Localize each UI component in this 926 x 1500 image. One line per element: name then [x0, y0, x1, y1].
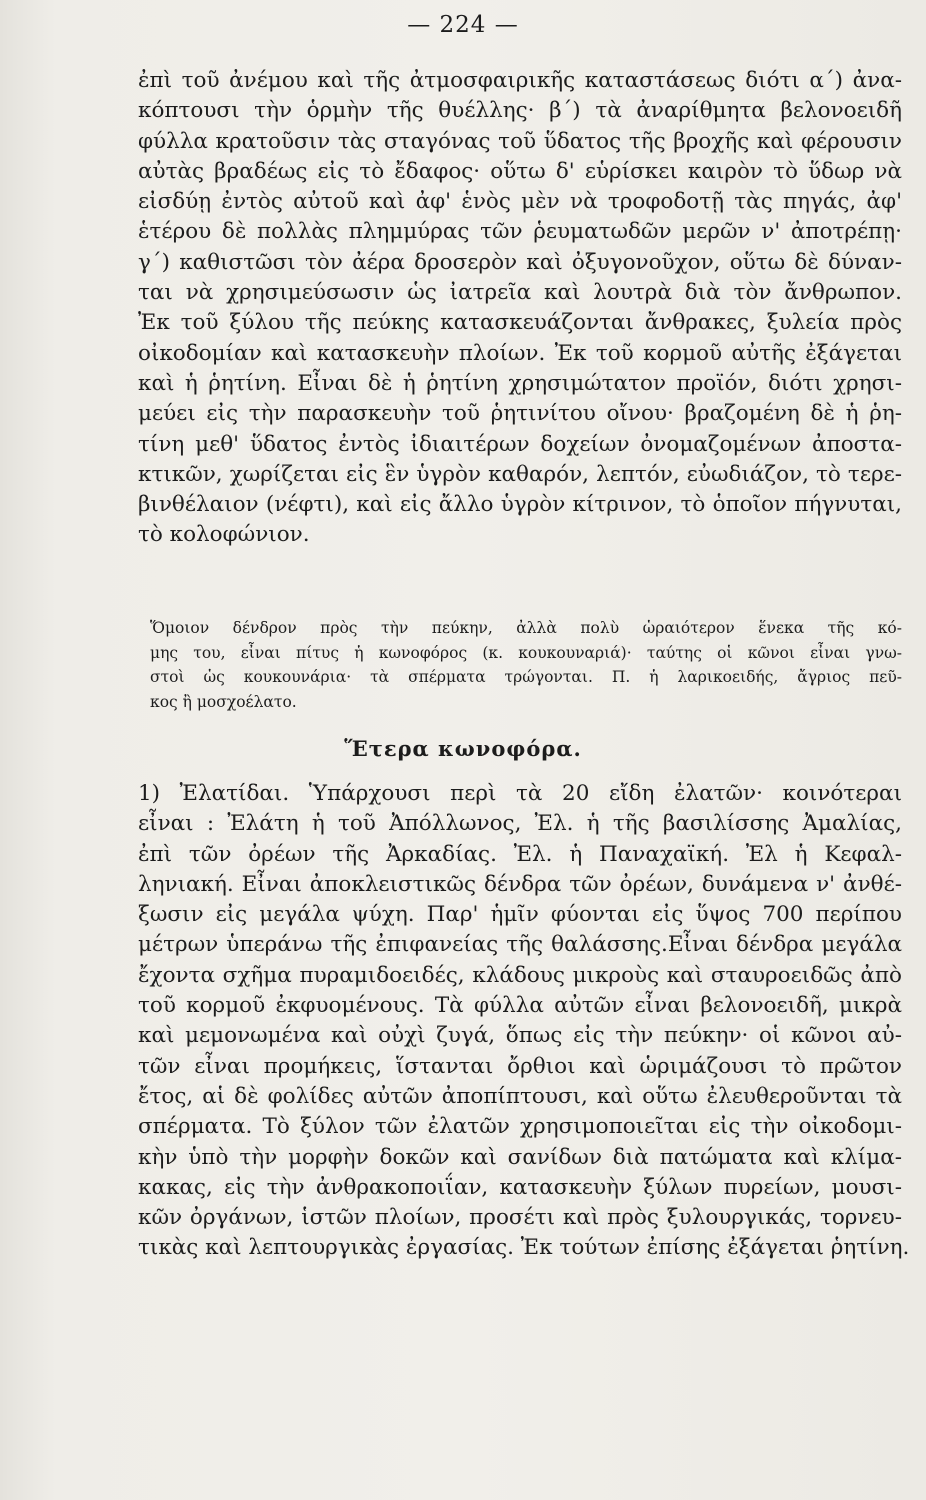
text-line: καὶ ἡ ῥητίνη. Εἶναι δὲ ἡ ῥητίνη χρησιμώτατον προϊόν, διότι χρησι- — [138, 370, 902, 396]
text-line: ἐπὶ τῶν ὀρέων τῆς Ἀρκαδίας. Ἐλ. ἡ Παναχαϊκή. Ἐλ ἡ Κεφαλ- — [138, 841, 902, 867]
text-line: μεύει εἰς τὴν παρασκευὴν τοῦ ῥητινίτου οἴνου· βραζομένη δὲ ἡ ῥη- — [138, 401, 902, 427]
text-line: βινθέλαιον (νέφτι), καὶ εἰς ἄλλο ὑγρὸν κίτρινον, τὸ ὁποῖον πήγνυται, — [138, 492, 902, 518]
paragraph-firs — [138, 779, 910, 1264]
text-line: καὶ μεμονωμένα καὶ οὐχὶ ζυγά, ὅπως εἰς τὴν πεύκην· οἱ κῶνοι αὐ- — [138, 1023, 902, 1049]
text-line: κόπτουσι τὴν ὁρμὴν τῆς θυέλλης· β΄) τὰ ἀναρίθμητα βελονοειδῆ — [138, 98, 902, 124]
text-line: ἑτέρου δὲ πολλὰς πλημμύρας τῶν ῥευματωδῶν μερῶν ν' ἀποτρέπῃ· — [138, 219, 902, 245]
paragraph-pine-uses — [138, 66, 902, 551]
text-line: τικὰς καὶ λεπτουργικὰς ἐργασίας. Ἐκ τούτων ἐπίσης ἐξάγεται ῥητίνη. — [138, 1235, 910, 1261]
text-line: ἔχοντα σχῆμα πυραμιδοειδές, κλάδους μικροὺς καὶ σταυροειδῶς ἀπὸ — [138, 962, 902, 988]
text-line: ἔτος, αἱ δὲ φολίδες αὐτῶν ἀποπίπτουσι, καὶ οὕτω ἐλευθεροῦνται τὰ — [138, 1083, 902, 1109]
text-line: φύλλα κρατοῦσιν τὰς σταγόνας τοῦ ὕδατος τῆς βροχῆς καὶ φέρουσιν — [138, 128, 902, 154]
text-line: ληνιακή. Εἶναι ἀποκλειστικῶς δένδρα τῶν ὀρέων, δυνάμενα ν' ἀνθέ- — [138, 871, 902, 897]
text-line: γ΄) καθιστῶσι τὸν ἀέρα δροσερὸν καὶ ὀξυγονοῦχον, οὕτω δὲ δύναν- — [138, 249, 902, 275]
text-line: αὐτὰς βραδέως εἰς τὸ ἔδαφος· οὕτω δ' εὑρίσκει καιρὸν τὸ ὕδωρ νὰ — [138, 158, 902, 184]
text-line: μέτρων ὑπεράνω τῆς ἐπιφανείας τῆς θαλάσσης.Εἶναι δένδρα μεγάλα — [138, 932, 902, 958]
text-line: κακας, εἰς τὴν ἀνθρακοποιΐαν, κατασκευὴν ξύλων πυρείων, μουσι- — [138, 1174, 902, 1200]
note-line: μης του, εἶναι πίτυς ἡ κωνοφόρος (κ. κουκουναριά)· ταύτης οἱ κῶνοι εἶναι γνω- — [150, 643, 902, 662]
text-line: κτικῶν, χωρίζεται εἰς ἓν ὑγρὸν καθαρόν, λεπτόν, εὐωδιάζον, τὸ τερε- — [138, 461, 902, 487]
note-line: Ὅμοιον δένδρον πρὸς τὴν πεύκην, ἀλλὰ πολὺ ὡραιότερον ἕνεκα τῆς κό- — [150, 619, 902, 637]
text-line: σπέρματα. Τὸ ξύλον τῶν ἐλατῶν χρησιμοποιεῖται εἰς τὴν οἰκοδομι- — [138, 1114, 902, 1140]
footnote-stone-pine — [150, 616, 902, 714]
note-line: κος ἢ μοσχοέλατο. — [150, 692, 297, 711]
text-line: οἰκοδομίαν καὶ κατασκευὴν πλοίων. Ἐκ τοῦ κορμοῦ αὐτῆς ἐξάγεται — [138, 340, 902, 366]
page-number: — 224 — — [407, 12, 519, 38]
text-line: εἰσδύῃ ἐντὸς αὐτοῦ καὶ ἀφ' ἑνὸς μὲν νὰ τροφοδοτῇ τὰς πηγάς, ἀφ' — [138, 189, 902, 215]
text-line: κὴν ὑπὸ τὴν μορφὴν δοκῶν καὶ σανίδων διὰ πατώματα καὶ κλίμα- — [138, 1144, 902, 1170]
text-line: 1) Ἐλατίδαι. Ὑπάρχουσι περὶ τὰ 20 εἴδη ἐλατῶν· κοινότεραι — [138, 781, 902, 806]
text-line: τὸ κολοφώνιον. — [138, 522, 310, 548]
text-line: τοῦ κορμοῦ ἐκφυομένους. Τὰ φύλλα αὐτῶν εἶναι βελονοειδῆ, μικρὰ — [138, 993, 902, 1019]
text-line: τῶν εἶναι προμήκεις, ἵστανται ὄρθιοι καὶ ὡριμάζουσι τὸ πρῶτον — [138, 1053, 902, 1079]
text-line: ται νὰ χρησιμεύσωσιν ὡς ἰατρεῖα καὶ λουτρὰ διὰ τὸν ἄνθρωπον. — [138, 280, 902, 306]
text-line: ἐπὶ τοῦ ἀνέμου καὶ τῆς ἀτμοσφαιρικῆς καταστάσεως διότι α΄) ἀνα- — [138, 68, 902, 93]
text-line: εἶναι : Ἐλάτη ἡ τοῦ Ἀπόλλωνος, Ἐλ. ἡ τῆς βασιλίσσης Ἀμαλίας, — [138, 811, 902, 837]
text-line: τίνη μεθ' ὕδατος ἐντὸς ἰδιαιτέρων δοχείων ὀνομαζομένων ἀποστα- — [138, 431, 902, 457]
text-line: Ἐκ τοῦ ξύλου τῆς πεύκης κατασκευάζονται ἄνθρακες, ξυλεία πρὸς — [138, 310, 902, 336]
note-line: στοὶ ὡς κουκουνάρια· τὰ σπέρματα τρώγονται. Π. ἡ λαρικοειδής, ἄγριος πεῦ- — [150, 668, 902, 686]
section-heading: Ἕτερα κωνοφόρα. — [344, 736, 582, 761]
text-line: ξωσιν εἰς μεγάλα ψύχη. Παρ' ἡμῖν φύονται εἰς ὕψος 700 περίπου — [138, 902, 902, 928]
text-line: κῶν ὀργάνων, ἱστῶν πλοίων, προσέτι καὶ πρὸς ξυλουργικάς, τορνευ- — [138, 1205, 902, 1231]
